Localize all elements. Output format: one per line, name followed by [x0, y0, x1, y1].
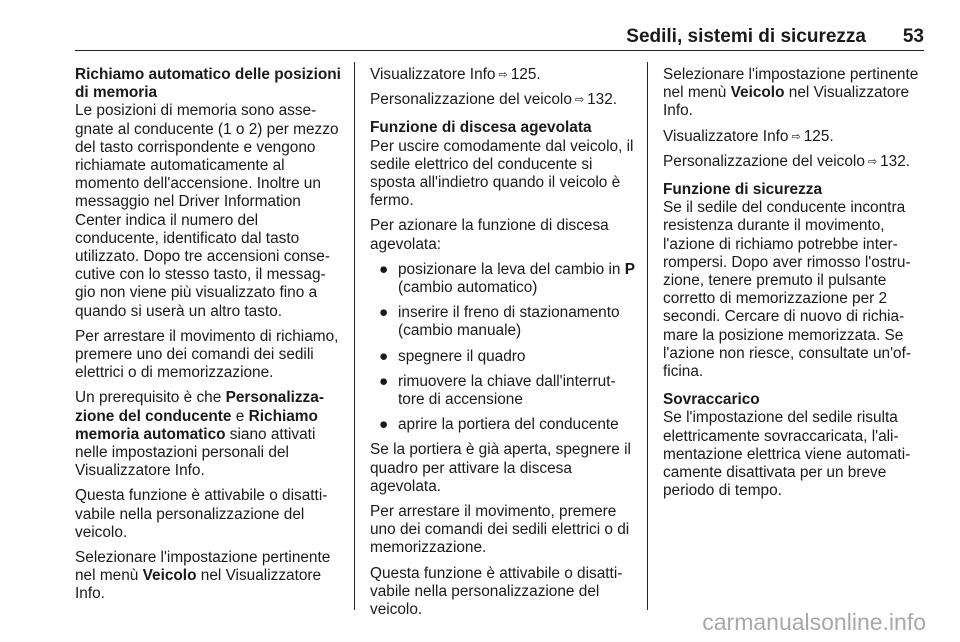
section-heading-easy-exit: Funzione di discesa agevolata	[370, 119, 592, 137]
arrow-icon: ⇨	[498, 69, 508, 81]
list-item: ● rimuovere la chiave dall'interruttore di accensione	[379, 372, 616, 409]
list-item: ● aprire la portiera del conducente	[379, 416, 619, 434]
column-divider-1	[354, 62, 355, 610]
paragraph: Se l'impostazione del sedile risulta elettricamente sovraccaricata, l'alimentazione elettrica viene automaticamente disattivata per un breve periodo di tempo.	[663, 409, 911, 500]
paragraph: Per arrestare il movimento di richiamo, premere uno dei comandi dei sedili elettrici o di memorizzazione.	[75, 327, 339, 382]
cross-reference: Personalizzazione del veicolo ⇨ 132.	[370, 91, 618, 109]
column-divider-2	[647, 62, 648, 610]
paragraph: Se il sedile del conducente incontra resistenza durante il movimento, l'azione di richiamo potrebbe interrompersi. Dopo aver rimosso l'ostruzione, tenere premuto il pulsante corretto di memorizzazione per 2 secondi. Cercare di nuovo di richiamare la posizione memorizzata. Se l'azione non riesce, consultate un'officina.	[663, 199, 912, 381]
bullet-icon: ●	[379, 347, 389, 365]
paragraph-menu-setting: Selezionare l'impostazione pertinente nel menù Veicolo nel Visualizzatore Info.	[75, 549, 331, 603]
column-1	[75, 66, 341, 611]
section-heading-overload: Sovraccarico	[663, 391, 760, 409]
page-number: 53	[902, 26, 924, 47]
section-heading-safety: Funzione di sicurezza	[663, 181, 823, 199]
watermark: carmanualsonline.info	[702, 609, 926, 635]
paragraph: Per arrestare il movimento, premere uno dei comandi dei sedili elettrici o di memorizzazione.	[370, 503, 630, 557]
list-item: ● posizionare la leva del cambio in P (cambio automatico)	[379, 260, 635, 297]
paragraph: Per uscire comodamente dal veicolo, il sedile elettrico del conducente si sposta all'indietro quando il veicolo è fermo.	[370, 137, 634, 210]
paragraph: Per azionare la funzione di discesa agevolata:	[370, 217, 609, 253]
list-item: ● inserire il freno di stazionamento (cambio manuale)	[379, 304, 620, 340]
paragraph-prerequisite: Un prerequisito è che Personalizzazione del conducente e Richiamo memoria automatico siano attivati nelle impostazioni personali del Visualizzatore Info.	[75, 389, 324, 480]
cross-reference: Personalizzazione del veicolo ⇨ 132.	[663, 152, 911, 170]
bullet-icon: ●	[379, 260, 389, 278]
arrow-icon: ⇨	[867, 155, 878, 168]
cross-reference: Visualizzatore Info ⇨ 125.	[663, 127, 834, 145]
arrow-icon: ⇨	[791, 130, 801, 143]
bullet-icon: ●	[379, 372, 389, 390]
section-heading-auto-recall: Richiamo automatico delle posizioni di memoria	[75, 66, 341, 102]
list-item: ● spegnere il quadro	[379, 347, 526, 365]
paragraph-menu-setting: Selezionare l'impostazione pertinente nel menù Veicolo nel Visualizzatore Info.	[663, 66, 919, 120]
column-3	[663, 66, 925, 507]
paragraph: Le posizioni di memoria sono assegnate al conducente (1 o 2) per mezzo del tasto corrispondente e vengono richiamate automaticamente al momento dell'accensione. Inoltre un messaggio nel Driver Information Center indica il numero del conducente, identificato dal tasto utilizzato. Dopo tre accensioni consecutive con lo stesso tasto, il messaggio non viene più visualizzato fino a quando si userà un altro tasto.	[75, 102, 339, 320]
paragraph: Se la portiera è già aperta, spegnere il quadro per attivare la discesa agevolata.	[370, 441, 631, 495]
page-title: Sedili, sistemi di sicurezza	[626, 26, 866, 47]
paragraph: Questa funzione è attivabile o disattivabile nella personalizzazione del veicolo.	[75, 487, 328, 541]
paragraph: Questa funzione è attivabile o disattivabile nella personalizzazione del veicolo.	[370, 564, 623, 619]
cross-reference: Visualizzatore Info ⇨ 125.	[370, 66, 541, 83]
bullet-icon: ●	[379, 304, 389, 322]
page-header	[75, 26, 924, 52]
header-divider	[75, 50, 924, 51]
column-2	[370, 66, 635, 626]
bullet-icon: ●	[379, 416, 389, 434]
arrow-icon: ⇨	[574, 94, 585, 107]
